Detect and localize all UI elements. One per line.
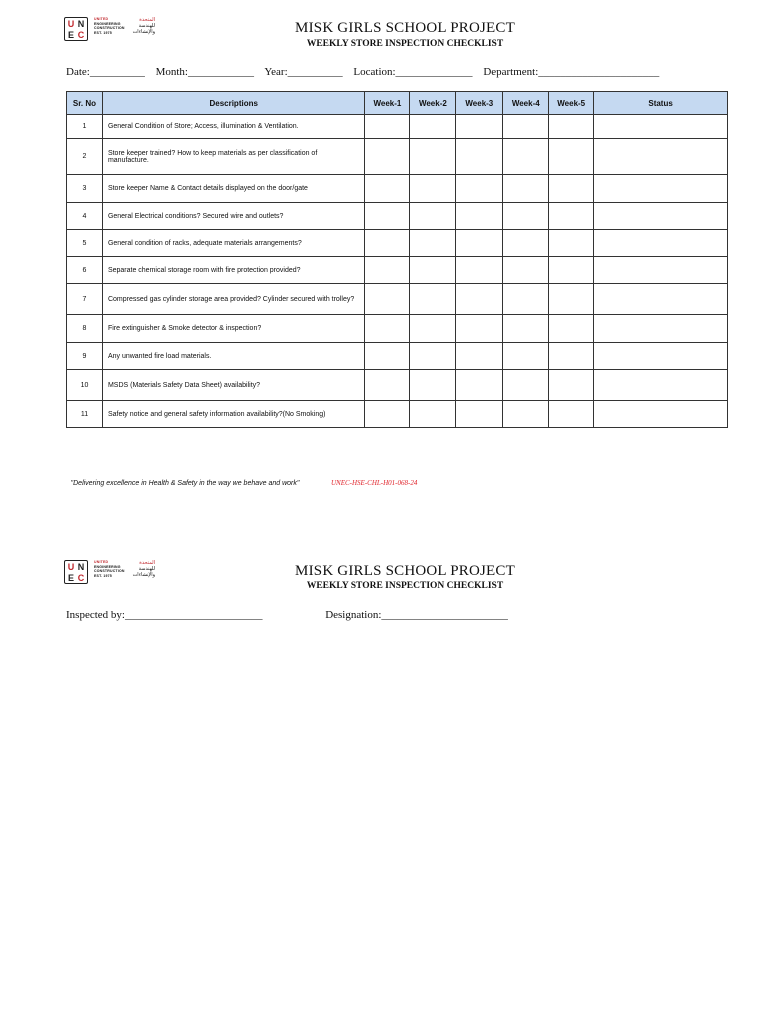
serial-number-cell: 5 xyxy=(67,230,103,257)
serial-number-cell: 8 xyxy=(67,315,103,343)
column-header: Week-5 xyxy=(549,92,594,115)
week-2-cell[interactable] xyxy=(410,230,456,257)
safety-slogan: "Delivering excellence in Health & Safety in the way we behave and work" xyxy=(70,480,300,487)
description-cell: Separate chemical storage room with fire protection provided? xyxy=(102,257,365,284)
column-header: Sr. No xyxy=(67,92,103,115)
week-3-cell[interactable] xyxy=(456,315,503,343)
table-row xyxy=(67,343,728,370)
description-cell: General condition of racks, adequate materials arrangements? xyxy=(102,230,365,257)
table-row xyxy=(67,139,728,175)
checklist-subtitle: WEEKLY STORE INSPECTION CHECKLIST xyxy=(306,39,504,49)
week-1-cell[interactable] xyxy=(365,175,410,203)
status-cell[interactable] xyxy=(594,115,728,139)
logo-mark: U N E C xyxy=(64,17,88,41)
week-4-cell[interactable] xyxy=(503,175,549,203)
table-row xyxy=(67,230,728,257)
status-cell[interactable] xyxy=(594,175,728,203)
week-1-cell[interactable] xyxy=(365,230,410,257)
inspection-checklist-table xyxy=(66,91,728,428)
column-header: Descriptions xyxy=(102,92,365,115)
week-2-cell[interactable] xyxy=(410,343,456,370)
serial-number-cell: 1 xyxy=(67,115,103,139)
week-5-cell[interactable] xyxy=(549,315,594,343)
table-header-row xyxy=(67,92,728,115)
week-3-cell[interactable] xyxy=(456,115,503,139)
week-4-cell[interactable] xyxy=(503,203,549,230)
status-cell[interactable] xyxy=(594,315,728,343)
table-row xyxy=(67,284,728,315)
week-2-cell[interactable] xyxy=(410,370,456,401)
week-1-cell[interactable] xyxy=(365,284,410,315)
week-2-cell[interactable] xyxy=(410,115,456,139)
week-3-cell[interactable] xyxy=(456,343,503,370)
week-4-cell[interactable] xyxy=(503,370,549,401)
week-2-cell[interactable] xyxy=(410,257,456,284)
table-row xyxy=(67,175,728,203)
serial-number-cell: 2 xyxy=(67,139,103,175)
week-1-cell[interactable] xyxy=(365,315,410,343)
inspected-by-field[interactable]: Inspected by:_________________________ xyxy=(66,609,263,621)
designation-field[interactable]: Designation:_______________________ xyxy=(325,609,508,621)
table-row xyxy=(67,315,728,343)
week-3-cell[interactable] xyxy=(456,175,503,203)
logo-arabic-text: المتحدة للهندسة والإنشاءات xyxy=(132,560,156,578)
week-5-cell[interactable] xyxy=(549,115,594,139)
week-5-cell[interactable] xyxy=(549,175,594,203)
serial-number-cell: 3 xyxy=(67,175,103,203)
status-cell[interactable] xyxy=(594,203,728,230)
week-2-cell[interactable] xyxy=(410,401,456,428)
week-5-cell[interactable] xyxy=(549,284,594,315)
logo-arabic-text: المتحدة للهندسة والإنشاءات xyxy=(132,17,156,35)
week-2-cell[interactable] xyxy=(410,203,456,230)
description-cell: Safety notice and general safety information availability?(No Smoking) xyxy=(102,401,365,428)
description-cell: Store keeper Name & Contact details displayed on the door/gate xyxy=(102,175,365,203)
status-cell[interactable] xyxy=(594,284,728,315)
week-3-cell[interactable] xyxy=(456,230,503,257)
serial-number-cell: 7 xyxy=(67,284,103,315)
week-5-cell[interactable] xyxy=(549,401,594,428)
year-field[interactable]: Year:__________ xyxy=(264,66,343,78)
week-4-cell[interactable] xyxy=(503,401,549,428)
description-cell: Store keeper trained? How to keep materials as per classification of manufacture. xyxy=(102,139,365,175)
serial-number-cell: 6 xyxy=(67,257,103,284)
serial-number-cell: 11 xyxy=(67,401,103,428)
week-5-cell[interactable] xyxy=(549,257,594,284)
month-field[interactable]: Month:____________ xyxy=(155,66,254,78)
week-2-cell[interactable] xyxy=(410,284,456,315)
week-2-cell[interactable] xyxy=(410,175,456,203)
week-1-cell[interactable] xyxy=(365,203,410,230)
project-title-page2: MISK GIRLS SCHOOL PROJECT xyxy=(295,563,515,579)
week-3-cell[interactable] xyxy=(456,401,503,428)
status-cell[interactable] xyxy=(594,139,728,175)
week-4-cell[interactable] xyxy=(503,230,549,257)
serial-number-cell: 10 xyxy=(67,370,103,401)
week-1-cell[interactable] xyxy=(365,343,410,370)
week-5-cell[interactable] xyxy=(549,203,594,230)
description-cell: General Condition of Store; Access, illumination & Ventilation. xyxy=(102,115,365,139)
document-code: UNEC-HSE-CHL-H01-068-24 xyxy=(331,479,418,487)
description-cell: Compressed gas cylinder storage area provided? Cylinder secured with trolley? xyxy=(102,284,365,315)
status-cell[interactable] xyxy=(594,370,728,401)
column-header: Week-4 xyxy=(503,92,549,115)
column-header: Status xyxy=(594,92,728,115)
table-row xyxy=(67,203,728,230)
company-logo-page2 xyxy=(64,560,155,584)
week-1-cell[interactable] xyxy=(365,401,410,428)
week-5-cell[interactable] xyxy=(549,139,594,175)
description-cell: Any unwanted fire load materials. xyxy=(102,343,365,370)
form-fields-row xyxy=(66,66,667,78)
week-2-cell[interactable] xyxy=(410,139,456,175)
week-5-cell[interactable] xyxy=(549,370,594,401)
location-field[interactable]: Location:______________ xyxy=(353,66,473,78)
description-cell: Fire extinguisher & Smoke detector & inspection? xyxy=(102,315,365,343)
week-4-cell[interactable] xyxy=(503,115,549,139)
week-2-cell[interactable] xyxy=(410,315,456,343)
week-5-cell[interactable] xyxy=(549,230,594,257)
table-row xyxy=(67,370,728,401)
date-field[interactable]: Date:__________ xyxy=(66,66,145,78)
status-cell[interactable] xyxy=(594,401,728,428)
serial-number-cell: 9 xyxy=(67,343,103,370)
logo-english-text: UNITED ENGINEERING CONSTRUCTION EST. 1975 xyxy=(94,560,125,578)
table-row xyxy=(67,401,728,428)
department-field[interactable]: Department:______________________ xyxy=(483,66,660,78)
week-3-cell[interactable] xyxy=(456,203,503,230)
week-3-cell[interactable] xyxy=(456,257,503,284)
week-1-cell[interactable] xyxy=(365,370,410,401)
status-cell[interactable] xyxy=(594,230,728,257)
week-4-cell[interactable] xyxy=(503,315,549,343)
serial-number-cell: 4 xyxy=(67,203,103,230)
week-5-cell[interactable] xyxy=(549,343,594,370)
week-4-cell[interactable] xyxy=(503,343,549,370)
week-1-cell[interactable] xyxy=(365,139,410,175)
column-header: Week-1 xyxy=(365,92,410,115)
signoff-fields-row xyxy=(66,609,516,621)
column-header: Week-3 xyxy=(456,92,503,115)
table-row xyxy=(67,115,728,139)
logo-english-text: UNITED ENGINEERING CONSTRUCTION EST. 1975 xyxy=(94,17,125,35)
week-4-cell[interactable] xyxy=(503,284,549,315)
description-cell: MSDS (Materials Safety Data Sheet) availability? xyxy=(102,370,365,401)
logo-mark: U N E C xyxy=(64,560,88,584)
status-cell[interactable] xyxy=(594,257,728,284)
status-cell[interactable] xyxy=(594,343,728,370)
week-3-cell[interactable] xyxy=(456,284,503,315)
week-3-cell[interactable] xyxy=(456,370,503,401)
week-4-cell[interactable] xyxy=(503,257,549,284)
column-header: Week-2 xyxy=(410,92,456,115)
checklist-subtitle-page2: WEEKLY STORE INSPECTION CHECKLIST xyxy=(306,581,504,591)
week-3-cell[interactable] xyxy=(456,139,503,175)
week-1-cell[interactable] xyxy=(365,257,410,284)
project-title: MISK GIRLS SCHOOL PROJECT xyxy=(295,20,515,36)
description-cell: General Electrical conditions? Secured wire and outlets? xyxy=(102,203,365,230)
table-row xyxy=(67,257,728,284)
week-4-cell[interactable] xyxy=(503,139,549,175)
company-logo xyxy=(64,17,155,41)
week-1-cell[interactable] xyxy=(365,115,410,139)
